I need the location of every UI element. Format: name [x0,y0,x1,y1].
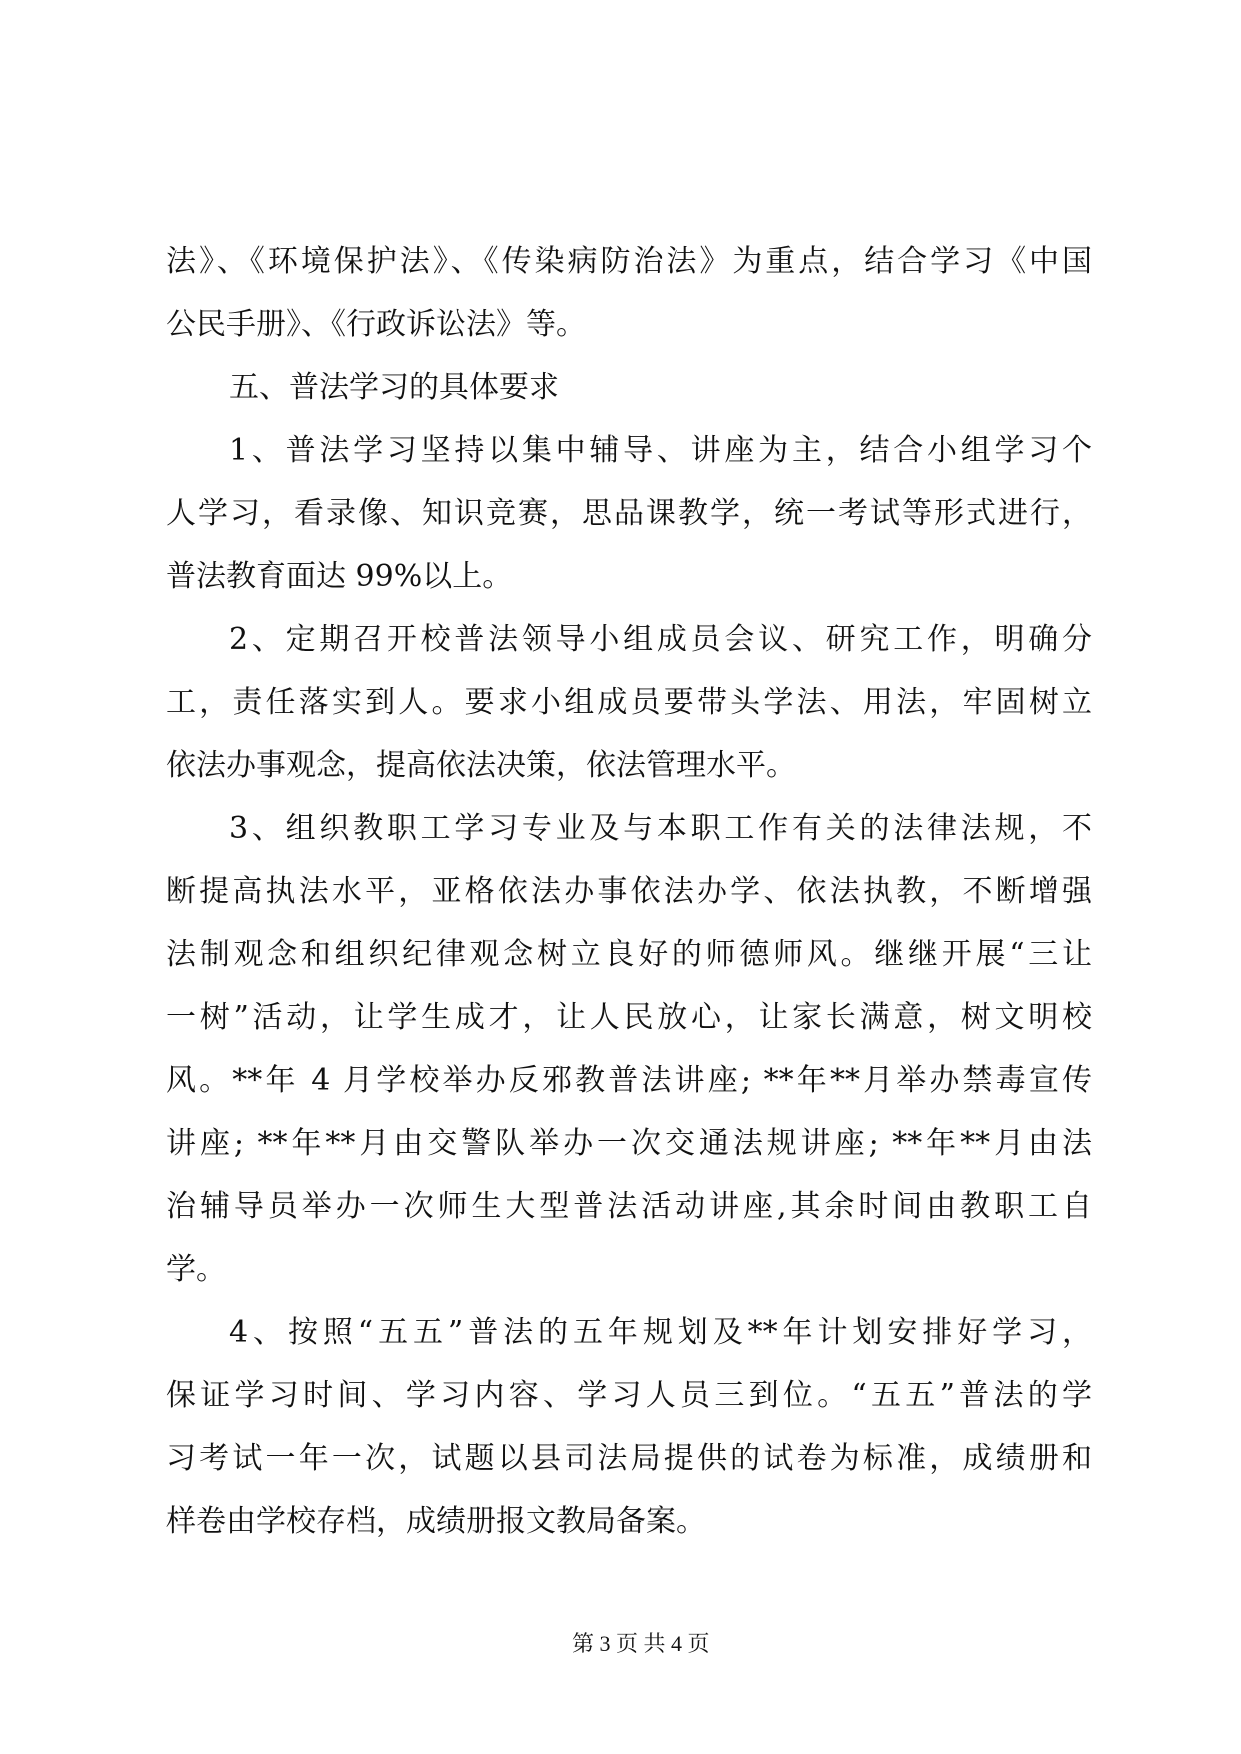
text-line: 工，责任落实到人。要求小组成员要带头学法、用法，牢固树立 [166,685,1092,720]
page-number-footer: 第 3 页 共 4 页 [572,1631,710,1656]
text-line: 公民手册》、《行政诉讼法》等。 [166,307,586,342]
text-line: 保证学习时间、学习内容、学习人员三到位。“五五”普法的学 [166,1378,1092,1413]
paragraph-item-1 [166,419,1092,608]
text-line: 治辅导员举办一次师生大型普法活动讲座,其余时间由教职工自 [166,1189,1092,1224]
text-line: 法制观念和组织纪律观念树立良好的师德师风。继继开展“三让 [166,937,1092,972]
text-line: 学。 [166,1252,226,1287]
paragraph-item-2 [166,608,1092,797]
text-line: 讲座; **年**月由交警队举办一次交通法规讲座; **年**月由法 [166,1126,1092,1161]
text-line: 4、按照“五五”普法的五年规划及**年计划安排好学习， [229,1315,1092,1350]
text-line: 一树”活动，让学生成才，让人民放心，让家长满意，树文明校 [166,1000,1092,1035]
document-body [166,230,1092,1553]
paragraph-item-4 [166,1301,1092,1553]
text-line: 断提高执法水平，亚格依法办事依法办学、依法执教，不断增强 [166,874,1092,909]
text-line: 普法教育面达 99%以上。 [166,559,513,594]
text-line: 风。**年 4 月学校举办反邪教普法讲座; **年**月举办禁毒宣传 [166,1063,1092,1098]
section-heading-text: 五、普法学习的具体要求 [229,370,559,405]
text-line: 1、普法学习坚持以集中辅导、讲座为主，结合小组学习个 [229,433,1092,468]
paragraph-item-3 [166,797,1092,1301]
paragraph-continuation [166,230,1092,356]
text-line: 依法办事观念，提高依法决策，依法管理水平。 [166,748,796,783]
text-line: 3、组织教职工学习专业及与本职工作有关的法律法规，不 [229,811,1092,846]
text-line: 样卷由学校存档，成绩册报文教局备案。 [166,1504,706,1539]
text-line: 人学习，看录像、知识竞赛，思品课教学，统一考试等形式进行， [166,496,1092,531]
text-line: 法》、《环境保护法》、《传染病防治法》为重点，结合学习《中国 [166,244,1092,279]
section-heading [166,356,1092,419]
text-line: 习考试一年一次，试题以县司法局提供的试卷为标准，成绩册和 [166,1441,1092,1476]
text-line: 2、定期召开校普法领导小组成员会议、研究工作，明确分 [229,622,1092,657]
